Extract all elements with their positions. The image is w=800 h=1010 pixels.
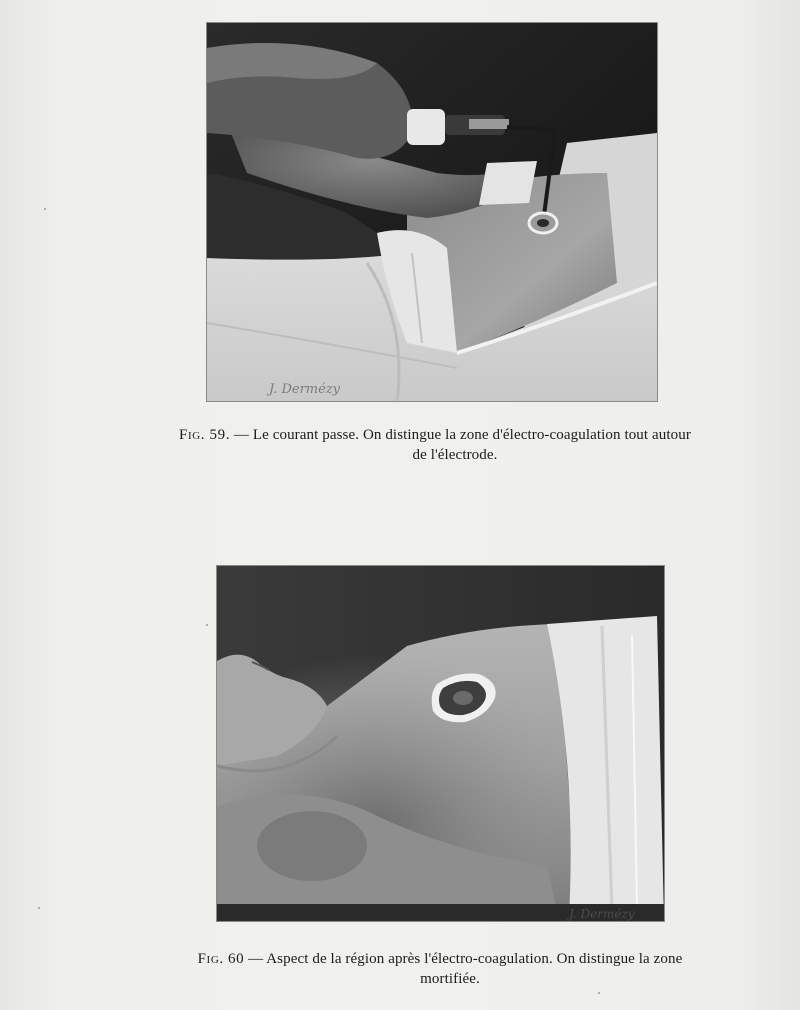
figure-60-label: Fig. 60	[197, 951, 245, 967]
paper-speck	[38, 907, 40, 909]
figure-60-caption-line1: — Aspect de la région après l'électro-coagulation. On distingue la zone	[248, 951, 683, 967]
figure-59-label: Fig. 59.	[179, 427, 231, 443]
figure-59-signature: J. Dermézy	[269, 382, 341, 397]
figure-60-image	[217, 566, 664, 921]
figure-59-image	[207, 23, 657, 401]
figure-60-caption	[130, 949, 750, 989]
figure-59-caption-line2: de l'électrode.	[412, 447, 498, 463]
figure-60-photograph	[216, 565, 665, 922]
figure-59-caption	[130, 425, 740, 465]
figure-59-photograph	[206, 22, 658, 402]
paper-speck	[598, 992, 600, 994]
figure-60-caption-line2: mortifiée.	[420, 971, 480, 987]
figure-59-caption-line1: — Le courant passe. On distingue la zone d'électro-coagulation tout autour	[233, 427, 691, 443]
paper-speck	[206, 624, 208, 626]
figure-60-signature: J. Dermézy	[569, 907, 635, 921]
paper-speck	[44, 208, 46, 210]
